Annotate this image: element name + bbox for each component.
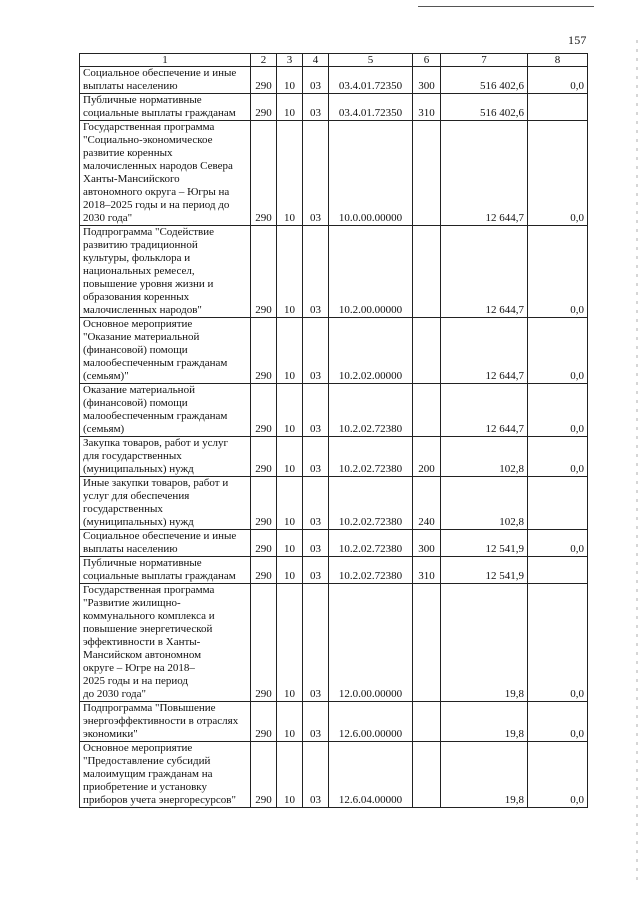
row-col-5: 03.4.01.72350 [329,67,413,94]
row-col-7: 12 644,7 [441,318,528,384]
binding-marks [636,40,638,880]
header-col-2: 2 [251,54,277,67]
row-name: Основное мероприятие "Предоставление субсидий малоимущим гражданам на приобретение и установку приборов учета энергоресурсов" [80,742,251,808]
row-col-7: 516 402,6 [441,94,528,121]
row-col-4: 03 [303,742,329,808]
row-col-3: 10 [277,702,303,742]
table-row [80,477,588,530]
row-name: Подпрограмма "Повышение энергоэффективности в отраслях экономики" [80,702,251,742]
row-col-4: 03 [303,121,329,226]
row-col-2: 290 [251,437,277,477]
row-name: Закупка товаров, работ и услуг для государственных (муниципальных) нужд [80,437,251,477]
row-col-7: 102,8 [441,477,528,530]
row-col-3: 10 [277,742,303,808]
row-col-6 [413,702,441,742]
row-col-7: 102,8 [441,437,528,477]
table-row [80,67,588,94]
header-col-5: 5 [329,54,413,67]
top-rule [418,6,594,7]
row-col-8: 0,0 [528,67,588,94]
row-col-6: 310 [413,557,441,584]
row-col-4: 03 [303,67,329,94]
row-name: Государственная программа "Социально-экономическое развитие коренных малочисленных народов Севера Ханты-Мансийского автономного округа – Югры на 2018–2025 годы и на период до 2030 года" [80,121,251,226]
row-col-3: 10 [277,67,303,94]
row-col-8: 0,0 [528,437,588,477]
page-number: 157 [568,33,587,47]
row-col-2: 290 [251,702,277,742]
row-name: Социальное обеспечение и иные выплаты населению [80,530,251,557]
row-col-2: 290 [251,584,277,702]
row-col-8: 0,0 [528,702,588,742]
row-col-3: 10 [277,226,303,318]
row-col-6 [413,384,441,437]
row-col-6 [413,742,441,808]
budget-table [79,53,588,808]
row-col-5: 03.4.01.72350 [329,94,413,121]
table-row [80,557,588,584]
row-col-2: 290 [251,67,277,94]
row-col-5: 10.2.02.72380 [329,530,413,557]
row-col-7: 12 644,7 [441,121,528,226]
row-col-7: 12 541,9 [441,557,528,584]
row-col-3: 10 [277,384,303,437]
row-col-4: 03 [303,318,329,384]
header-col-3: 3 [277,54,303,67]
row-name: Публичные нормативные социальные выплаты гражданам [80,557,251,584]
row-col-8: 0,0 [528,318,588,384]
row-col-4: 03 [303,584,329,702]
row-col-8: 0,0 [528,384,588,437]
table-row [80,121,588,226]
row-name: Публичные нормативные социальные выплаты гражданам [80,94,251,121]
table-row [80,742,588,808]
row-col-8 [528,477,588,530]
row-col-7: 12 644,7 [441,226,528,318]
row-col-8 [528,94,588,121]
row-col-2: 290 [251,94,277,121]
row-col-3: 10 [277,437,303,477]
row-col-8: 0,0 [528,121,588,226]
header-col-6: 6 [413,54,441,67]
row-col-2: 290 [251,742,277,808]
row-col-8 [528,557,588,584]
row-col-4: 03 [303,702,329,742]
row-col-5: 12.0.00.00000 [329,584,413,702]
row-col-5: 10.0.00.00000 [329,121,413,226]
row-col-6 [413,226,441,318]
row-col-3: 10 [277,477,303,530]
row-col-2: 290 [251,557,277,584]
header-col-1: 1 [80,54,251,67]
row-col-7: 516 402,6 [441,67,528,94]
row-col-3: 10 [277,530,303,557]
row-col-2: 290 [251,121,277,226]
row-col-3: 10 [277,318,303,384]
row-name: Государственная программа "Развитие жилищно- коммунального комплекса и повышение энергетической эффективности в Ханты- Мансийском автономном округе – Югре на 2018– 2025 годы и на период до 2030 года" [80,584,251,702]
row-col-4: 03 [303,437,329,477]
row-col-2: 290 [251,384,277,437]
row-col-7: 19,8 [441,584,528,702]
row-col-2: 290 [251,477,277,530]
row-col-6 [413,318,441,384]
row-col-4: 03 [303,384,329,437]
row-col-2: 290 [251,530,277,557]
table-row [80,702,588,742]
row-col-5: 10.2.02.72380 [329,477,413,530]
row-col-4: 03 [303,530,329,557]
row-col-6: 300 [413,67,441,94]
row-col-5: 10.2.02.72380 [329,384,413,437]
row-name: Иные закупки товаров, работ и услуг для обеспечения государственных (муниципальных) нужд [80,477,251,530]
row-name: Оказание материальной (финансовой) помощи малообеспеченным гражданам (семьям) [80,384,251,437]
row-col-8: 0,0 [528,742,588,808]
row-col-2: 290 [251,226,277,318]
row-col-3: 10 [277,557,303,584]
table-row [80,584,588,702]
row-col-8: 0,0 [528,226,588,318]
row-col-2: 290 [251,318,277,384]
row-name: Социальное обеспечение и иные выплаты населению [80,67,251,94]
row-col-8: 0,0 [528,530,588,557]
row-col-3: 10 [277,94,303,121]
header-row [80,54,588,67]
table-body [80,67,588,808]
row-col-6: 240 [413,477,441,530]
row-col-6: 310 [413,94,441,121]
row-col-4: 03 [303,557,329,584]
table-row [80,94,588,121]
row-name: Подпрограмма "Содействие развитию традиционной культуры, фольклора и национальных ремесел, повышение уровня жизни и образования коренных малочисленных народов" [80,226,251,318]
table-row [80,226,588,318]
row-col-4: 03 [303,94,329,121]
table-row [80,530,588,557]
row-col-5: 12.6.04.00000 [329,742,413,808]
row-col-5: 10.2.00.00000 [329,226,413,318]
row-col-6: 200 [413,437,441,477]
row-col-6 [413,121,441,226]
row-col-5: 10.2.02.72380 [329,557,413,584]
row-col-5: 10.2.02.00000 [329,318,413,384]
row-col-6 [413,584,441,702]
row-col-3: 10 [277,584,303,702]
row-name: Основное мероприятие "Оказание материальной (финансовой) помощи малообеспеченным гражданам (семьям)" [80,318,251,384]
header-col-7: 7 [441,54,528,67]
table-row [80,384,588,437]
row-col-5: 12.6.00.00000 [329,702,413,742]
header-col-8: 8 [528,54,588,67]
row-col-6: 300 [413,530,441,557]
row-col-5: 10.2.02.72380 [329,437,413,477]
row-col-4: 03 [303,226,329,318]
row-col-7: 19,8 [441,702,528,742]
row-col-4: 03 [303,477,329,530]
header-col-4: 4 [303,54,329,67]
row-col-7: 12 644,7 [441,384,528,437]
table-row [80,318,588,384]
row-col-7: 19,8 [441,742,528,808]
row-col-7: 12 541,9 [441,530,528,557]
table-row [80,437,588,477]
row-col-3: 10 [277,121,303,226]
row-col-8: 0,0 [528,584,588,702]
